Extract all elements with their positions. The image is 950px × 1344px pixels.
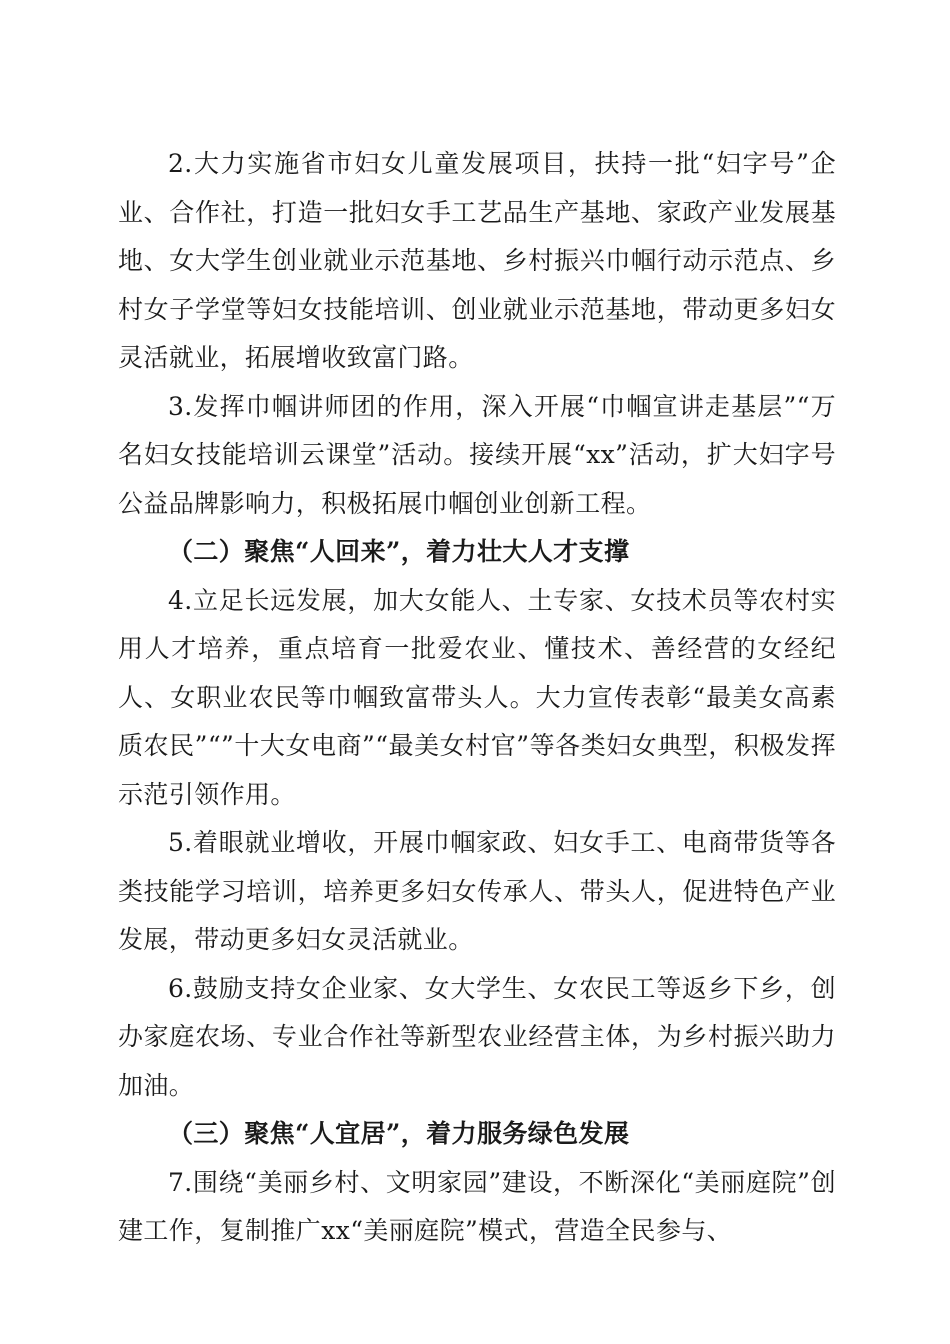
paragraph-item-2: 2.大力实施省市妇女儿童发展项目，扶持一批“妇字号”企业、合作社，打造一批妇女手工艺品生产基地、家政产业发展基地、女大学生创业就业示范基地、乡村振兴巾帼行动示范点、乡村女子学堂等妇女技能培训、创业就业示范基地，带动更多妇女灵活就业，拓展增收致富门路。 — [118, 149, 836, 372]
paragraph-item-5: 5.着眼就业增收，开展巾帼家政、妇女手工、电商带货等各类技能学习培训，培养更多妇女传承人、带头人，促进特色产业发展，带动更多妇女灵活就业。 — [118, 828, 836, 954]
paragraph-item-4: 4.立足长远发展，加大女能人、土专家、女技术员等农村实用人才培养，重点培育一批爱农业、懂技术、善经营的女经纪人、女职业农民等巾帼致富带头人。大力宣传表彰“最美女高素质农民”“”十大女电商”“最美女村官”等各类妇女典型，积极发挥示范引领作用。 — [118, 585, 836, 809]
document-body — [118, 140, 836, 1256]
section-heading-2: （二）聚焦“人回来”，着力壮大人才支撑 — [168, 537, 630, 566]
paragraph-item-7: 7.围绕“美丽乡村、文明家园”建设，不断深化“美丽庭院”创建工作，复制推广xx“美丽庭院”模式，营造全民参与、 — [118, 1167, 836, 1245]
paragraph-item-3: 3.发挥巾帼讲师团的作用，深入开展“巾帼宣讲走基层”“万名妇女技能培训云课堂”活动。接续开展“xx”活动，扩大妇字号公益品牌影响力，积极拓展巾帼创业创新工程。 — [118, 391, 836, 518]
paragraph-item-6: 6.鼓励支持女企业家、女大学生、女农民工等返乡下乡，创办家庭农场、专业合作社等新型农业经营主体，为乡村振兴助力加油。 — [118, 973, 836, 1100]
section-heading-3: （三）聚焦“人宜居”，着力服务绿色发展 — [168, 1119, 630, 1148]
